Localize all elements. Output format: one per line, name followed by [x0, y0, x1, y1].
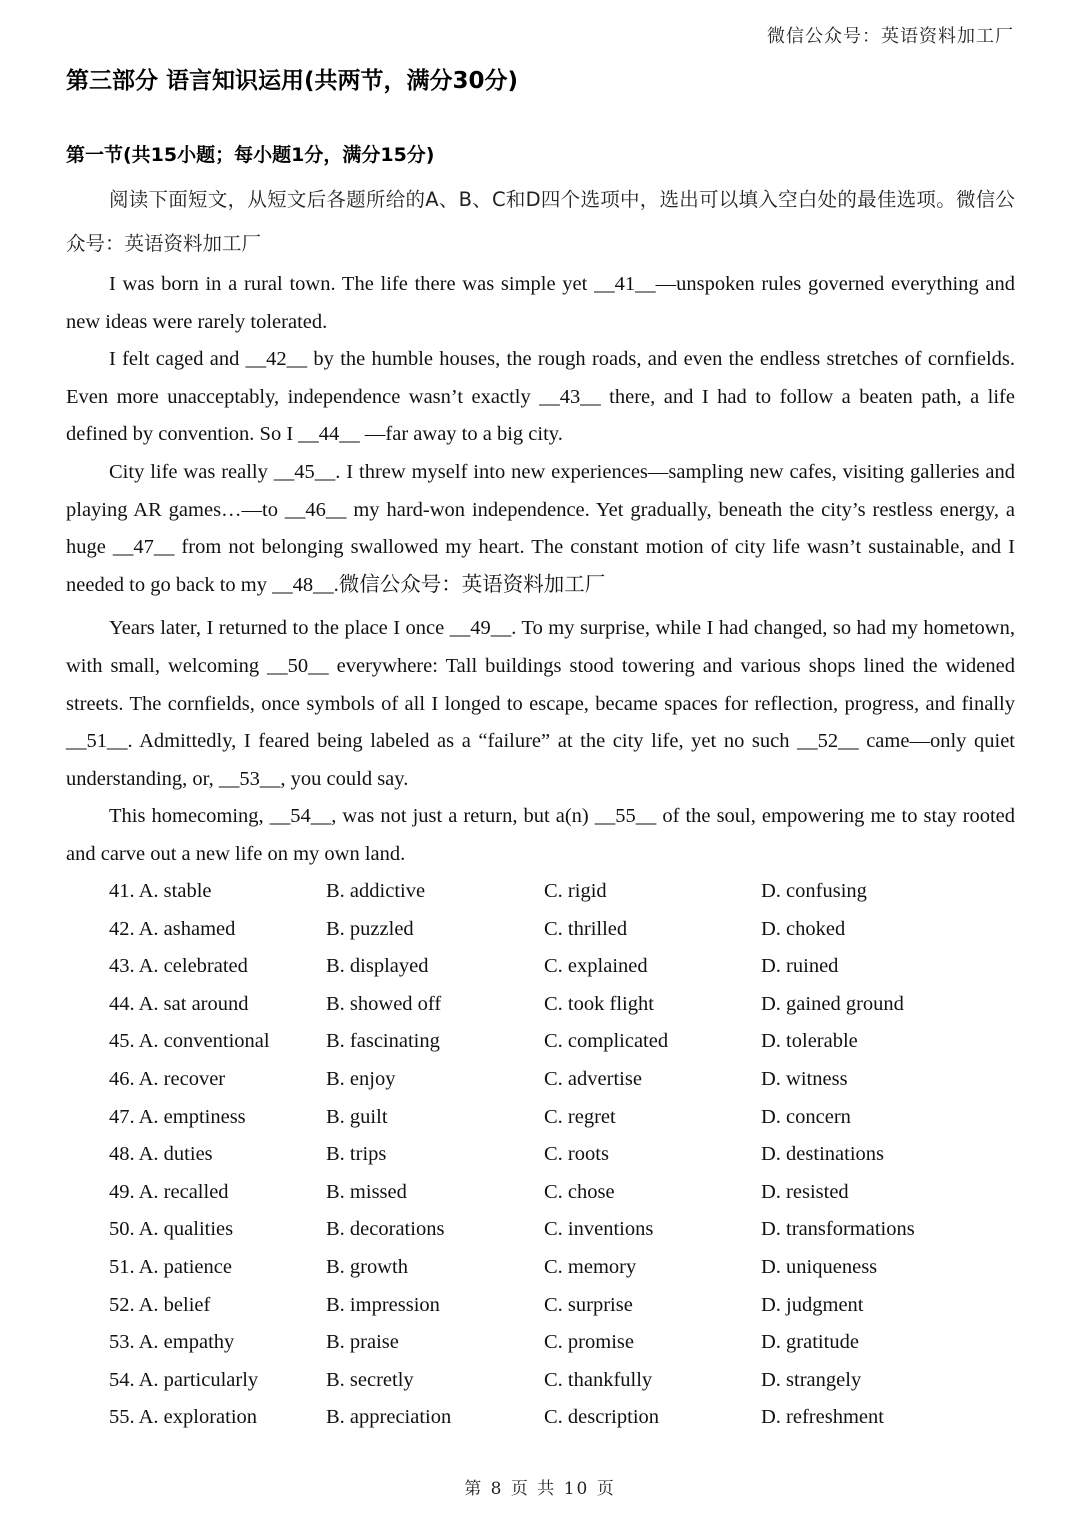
option-d: D. tolerable — [761, 1030, 858, 1053]
option-c: C. roots — [544, 1143, 609, 1166]
option-d: D. gained ground — [761, 992, 904, 1015]
passage-paragraph-3: City life was really __45__. I threw myself into new experiences—sampling new cafes, visiting galleries and playing AR games…—to __46__ my hard-won independence. Yet gradually, beneath the city’s restless energy, a huge __47__ from not belonging swallowed my heart. The constant motion of city life wasn’t sustainable, and I needed to go back to my __48__.微信公众号：英语资料加工厂 — [66, 460, 1015, 596]
section-title: 第三部分 语言知识运用(共两节，满分30分) — [66, 68, 519, 94]
option-b: B. fascinating — [326, 1030, 440, 1053]
option-row-52 — [109, 1287, 1009, 1325]
options-list — [109, 873, 1009, 1437]
option-a: 54. A. particularly — [109, 1368, 259, 1391]
option-c: C. thrilled — [544, 917, 628, 940]
header-watermark: 微信公众号：英语资料加工厂 — [767, 26, 1014, 47]
option-d: D. uniqueness — [761, 1255, 878, 1278]
option-c: C. thankfully — [544, 1368, 653, 1391]
option-row-55 — [109, 1399, 1009, 1437]
option-c: C. inventions — [544, 1218, 654, 1241]
option-b: B. addictive — [326, 880, 426, 902]
option-row-42 — [109, 911, 1009, 949]
option-b: B. appreciation — [326, 1406, 452, 1429]
option-b: B. growth — [326, 1255, 408, 1278]
option-b: B. decorations — [326, 1218, 445, 1241]
option-c: C. took flight — [544, 992, 654, 1015]
option-row-53 — [109, 1324, 1009, 1362]
option-a: 55. A. exploration — [109, 1406, 258, 1429]
option-b: B. showed off — [326, 992, 442, 1015]
option-b: B. enjoy — [326, 1067, 396, 1090]
option-b: B. secretly — [326, 1368, 414, 1391]
option-c: C. surprise — [544, 1293, 633, 1316]
option-c: C. advertise — [544, 1067, 642, 1090]
option-row-54 — [109, 1362, 1009, 1400]
passage-paragraph-1: I was born in a rural town. The life there was simple yet __41__—unspoken rules governed everything and new ideas were rarely tolerated. — [66, 273, 1015, 333]
passage-paragraph-5: This homecoming, __54__, was not just a return, but a(n) __55__ of the soul, empowering me to stay rooted and carve out a new life on my own land. — [66, 805, 1015, 865]
option-a: 46. A. recover — [109, 1067, 226, 1090]
option-a: 50. A. qualities — [109, 1218, 234, 1241]
option-d: D. gratitude — [761, 1331, 859, 1354]
option-c: C. complicated — [544, 1030, 669, 1053]
option-a: 53. A. empathy — [109, 1331, 235, 1354]
section-subtitle: 第一节(共15小题；每小题1分，满分15分) — [66, 144, 435, 166]
option-c: C. promise — [544, 1331, 634, 1354]
option-d: D. transformations — [761, 1218, 915, 1241]
option-a: 44. A. sat around — [109, 992, 249, 1015]
option-row-49 — [109, 1174, 1009, 1212]
instructions: 阅读下面短文，从短文后各题所给的A、B、C和D四个选项中，选出可以填入空白处的最佳选项。微信公众号：英语资料加工厂 — [66, 188, 1015, 255]
option-row-51 — [109, 1249, 1009, 1287]
option-c: C. regret — [544, 1105, 616, 1128]
option-row-41 — [109, 873, 1009, 911]
option-b: B. guilt — [326, 1105, 388, 1128]
option-row-45 — [109, 1023, 1009, 1061]
option-a: 45. A. conventional — [109, 1030, 270, 1053]
option-a: 51. A. patience — [109, 1255, 232, 1278]
option-a: 48. A. duties — [109, 1143, 213, 1166]
option-a: 41. A. stable — [109, 880, 212, 902]
page-footer: 第 8 页 共 10 页 — [464, 1479, 616, 1499]
passage — [66, 178, 1015, 874]
option-d: D. choked — [761, 917, 846, 940]
option-c: C. description — [544, 1406, 660, 1429]
option-b: B. trips — [326, 1143, 387, 1166]
option-a: 42. A. ashamed — [109, 917, 236, 940]
option-row-50 — [109, 1211, 1009, 1249]
option-c: C. explained — [544, 955, 648, 978]
option-d: D. strangely — [761, 1368, 862, 1391]
option-d: D. destinations — [761, 1143, 884, 1166]
option-a: 47. A. emptiness — [109, 1105, 246, 1128]
option-row-46 — [109, 1061, 1009, 1099]
option-b: B. puzzled — [326, 917, 414, 940]
option-d: D. confusing — [761, 880, 867, 902]
option-d: D. witness — [761, 1067, 848, 1090]
option-row-44 — [109, 986, 1009, 1024]
passage-paragraph-2: I felt caged and __42__ by the humble houses, the rough roads, and even the endless stretches of cornfields. Even more unacceptably, independence wasn’t exactly __43__ there, and I had to follow a beaten path, a life defined by convention. So I __44__ —far away to a big city. — [66, 348, 1015, 446]
option-row-48 — [109, 1136, 1009, 1174]
option-c: C. chose — [544, 1180, 615, 1203]
option-d: D. concern — [761, 1105, 851, 1128]
option-c: C. rigid — [544, 880, 607, 902]
option-a: 52. A. belief — [109, 1293, 211, 1316]
passage-paragraph-4: Years later, I returned to the place I once __49__. To my surprise, while I had changed, so had my hometown, with small, welcoming __50__ everywhere: Tall buildings stood towering and various shops lined the widened streets. The cornfields, once symbols of all I longed to escape, became spaces for reflection, progress, and finally __51__. Admittedly, I feared being labeled as a “failure” at the city life, yet no such __52__ came—only quiet understanding, or, __53__, you could say. — [66, 617, 1015, 790]
option-d: D. resisted — [761, 1180, 849, 1203]
option-a: 43. A. celebrated — [109, 955, 248, 978]
option-b: B. displayed — [326, 955, 429, 978]
option-d: D. judgment — [761, 1293, 864, 1316]
option-row-47 — [109, 1099, 1009, 1137]
option-d: D. ruined — [761, 955, 839, 978]
option-b: B. impression — [326, 1293, 440, 1316]
option-a: 49. A. recalled — [109, 1180, 229, 1203]
option-c: C. memory — [544, 1255, 637, 1278]
option-d: D. refreshment — [761, 1406, 884, 1429]
option-b: B. praise — [326, 1331, 399, 1354]
option-b: B. missed — [326, 1180, 407, 1203]
option-row-43 — [109, 948, 1009, 986]
